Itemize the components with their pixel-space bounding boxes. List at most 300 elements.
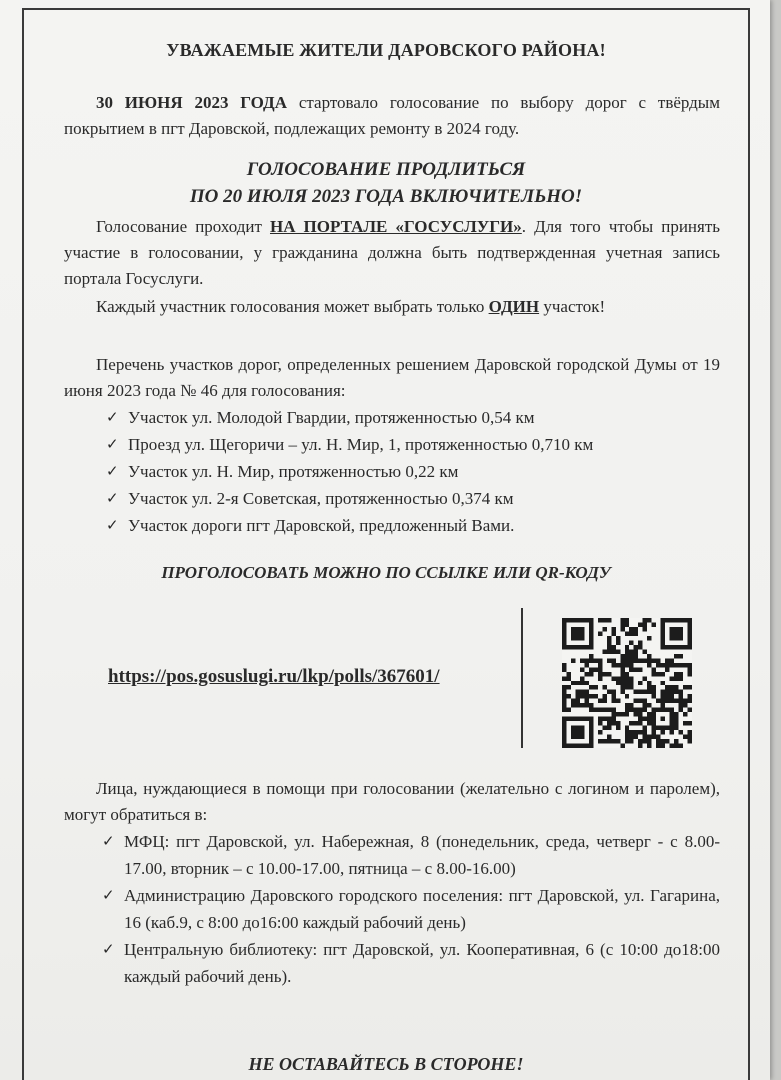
qr-module — [620, 744, 624, 748]
qr-module — [611, 676, 615, 680]
qr-module — [647, 739, 651, 743]
qr-module — [571, 730, 575, 734]
checkmark-icon: ✓ — [106, 516, 119, 534]
qr-module — [652, 672, 656, 676]
qr-module — [652, 658, 656, 662]
qr-module — [580, 703, 584, 707]
qr-module — [638, 739, 642, 743]
qr-module — [625, 694, 629, 698]
qr-module — [656, 735, 660, 739]
qr-module — [571, 627, 575, 631]
qr-module — [674, 744, 678, 748]
qr-module — [611, 717, 615, 721]
qr-module — [661, 699, 665, 703]
qr-module — [607, 717, 611, 721]
qr-module — [575, 618, 579, 622]
qr-module — [688, 636, 692, 640]
qr-module — [661, 726, 665, 730]
qr-module — [620, 663, 624, 667]
qr-module — [625, 622, 629, 626]
qr-module — [607, 708, 611, 712]
qr-module — [589, 726, 593, 730]
qr-module — [602, 708, 606, 712]
qr-module — [616, 636, 620, 640]
qr-module — [589, 694, 593, 698]
qr-module — [620, 690, 624, 694]
qr-module — [629, 654, 633, 658]
qr-module — [643, 717, 647, 721]
qr-module — [656, 699, 660, 703]
qr-module — [602, 739, 606, 743]
qr-module — [580, 658, 584, 662]
qr-module — [580, 636, 584, 640]
qr-module — [580, 627, 584, 631]
qr-module — [562, 645, 566, 649]
qr-module — [652, 721, 656, 725]
qr-module — [670, 712, 674, 716]
qr-module — [652, 726, 656, 730]
qr-module — [656, 744, 660, 748]
qr-module — [634, 631, 638, 635]
qr-module — [670, 685, 674, 689]
qr-module — [643, 699, 647, 703]
qr-module — [683, 735, 687, 739]
qr-module — [688, 663, 692, 667]
qr-module — [688, 685, 692, 689]
qr-module — [674, 721, 678, 725]
list-item: ✓ Участок ул. 2-я Советская, протяженностью 0,374 км — [106, 485, 720, 512]
qr-module — [566, 672, 570, 676]
qr-module — [679, 703, 683, 707]
qr-module — [571, 699, 575, 703]
qr-module — [629, 681, 633, 685]
qr-module — [665, 708, 669, 712]
qr-module — [598, 708, 602, 712]
qr-module — [625, 685, 629, 689]
list-item: ✓ Участок дороги пгт Даровской, предложенный Вами. — [106, 512, 720, 539]
qr-module — [643, 730, 647, 734]
qr-module — [589, 685, 593, 689]
portal-suffix: . Для того чтобы принять участие в голосовании, у гражданина должна быть подтвержденная учетная запись портала Госуслуги. — [64, 217, 721, 288]
qr-module — [665, 690, 669, 694]
qr-module — [611, 690, 615, 694]
qr-module — [562, 699, 566, 703]
qr-module — [674, 690, 678, 694]
qr-module — [638, 699, 642, 703]
qr-module — [679, 663, 683, 667]
qr-module — [638, 712, 642, 716]
qr-module — [580, 681, 584, 685]
extension-line-1: ГОЛОСОВАНИЕ ПРОДЛИТЬСЯ — [246, 159, 526, 180]
qr-module — [562, 717, 566, 721]
qr-module — [670, 717, 674, 721]
qr-module — [652, 667, 656, 671]
qr-module — [643, 735, 647, 739]
extension-line-2: ПО 20 ИЮЛЯ 2023 ГОДА ВКЛЮЧИТЕЛЬНО! — [189, 186, 583, 207]
qr-module — [656, 708, 660, 712]
qr-module — [629, 640, 633, 644]
qr-module — [665, 618, 669, 622]
qr-module — [688, 618, 692, 622]
qr-module — [580, 735, 584, 739]
qr-module — [670, 627, 674, 631]
qr-module — [616, 676, 620, 680]
qr-module — [688, 730, 692, 734]
qr-module — [670, 730, 674, 734]
qr-module — [683, 721, 687, 725]
qr-module — [629, 721, 633, 725]
qr-module — [683, 699, 687, 703]
qr-module — [688, 735, 692, 739]
qr-module — [629, 685, 633, 689]
qr-module — [629, 663, 633, 667]
qr-module — [679, 618, 683, 622]
qr-module — [607, 735, 611, 739]
qr-module — [607, 726, 611, 730]
vote-link-heading: ПРОГОЛОСОВАТЬ МОЖНО ПО ССЫЛКЕ ИЛИ QR-КОДУ — [161, 563, 611, 582]
qr-module — [661, 730, 665, 734]
qr-module — [629, 658, 633, 662]
qr-module — [625, 654, 629, 658]
qr-module — [589, 708, 593, 712]
qr-module — [607, 640, 611, 644]
qr-module — [562, 744, 566, 748]
footer-slogan: НЕ ОСТАВАЙТЕСЬ В СТОРОНЕ! — [248, 1054, 524, 1074]
checkmark-icon: ✓ — [102, 940, 115, 958]
qr-module — [652, 712, 656, 716]
roads-list-intro: Перечень участков дорог, определенных решением Даровской городской Думы от 19 июня 2023 года № 46 для голосования: — [64, 355, 720, 400]
qr-module — [670, 645, 674, 649]
qr-module — [571, 618, 575, 622]
qr-module — [580, 744, 584, 748]
qr-module — [670, 690, 674, 694]
qr-module — [571, 717, 575, 721]
qr-module — [562, 676, 566, 680]
qr-module — [589, 631, 593, 635]
qr-module — [634, 708, 638, 712]
qr-module — [625, 712, 629, 716]
qr-module — [620, 654, 624, 658]
qr-module — [634, 649, 638, 653]
qr-module — [652, 690, 656, 694]
qr-module — [562, 703, 566, 707]
qr-module — [625, 739, 629, 743]
qr-module — [616, 699, 620, 703]
qr-module — [652, 717, 656, 721]
qr-module — [661, 694, 665, 698]
qr-module — [611, 712, 615, 716]
qr-module — [638, 667, 642, 671]
qr-module — [674, 663, 678, 667]
qr-module — [589, 636, 593, 640]
qr-module — [670, 726, 674, 730]
qr-module — [611, 721, 615, 725]
qr-module — [688, 640, 692, 644]
qr-module — [625, 645, 629, 649]
qr-module — [679, 744, 683, 748]
qr-module — [629, 627, 633, 631]
qr-module — [647, 685, 651, 689]
qr-module — [611, 645, 615, 649]
qr-module — [575, 744, 579, 748]
qr-module — [580, 676, 584, 680]
list-item: ✓ Участок ул. Молодой Гвардии, протяженностью 0,54 км — [106, 404, 720, 431]
qr-module — [589, 640, 593, 644]
qr-module — [674, 712, 678, 716]
qr-module — [602, 685, 606, 689]
qr-module — [629, 708, 633, 712]
qr-module — [607, 618, 611, 622]
qr-module — [670, 708, 674, 712]
qr-module — [566, 717, 570, 721]
qr-module — [571, 681, 575, 685]
qr-module — [679, 627, 683, 631]
qr-module — [647, 735, 651, 739]
qr-module — [652, 730, 656, 734]
qr-module — [661, 636, 665, 640]
qr-module — [598, 663, 602, 667]
qr-code-icon[interactable] — [562, 618, 692, 748]
qr-module — [598, 717, 602, 721]
qr-module — [580, 690, 584, 694]
qr-module — [589, 739, 593, 743]
qr-module — [620, 622, 624, 626]
qr-module — [688, 721, 692, 725]
qr-module — [647, 654, 651, 658]
roads-list — [106, 404, 720, 539]
qr-module — [661, 739, 665, 743]
qr-module — [647, 690, 651, 694]
qr-module — [575, 627, 579, 631]
qr-module — [674, 676, 678, 680]
qr-module — [634, 712, 638, 716]
qr-module — [562, 739, 566, 743]
intro-paragraph — [64, 90, 720, 142]
qr-module — [575, 636, 579, 640]
qr-module — [674, 645, 678, 649]
qr-module — [638, 681, 642, 685]
qr-module — [688, 622, 692, 626]
qr-module — [674, 618, 678, 622]
qr-module — [665, 685, 669, 689]
qr-module — [602, 699, 606, 703]
qr-module — [652, 685, 656, 689]
qr-module — [571, 631, 575, 635]
qr-module — [589, 730, 593, 734]
qr-module — [562, 730, 566, 734]
qr-module — [593, 708, 597, 712]
qr-module — [661, 622, 665, 626]
qr-module — [625, 676, 629, 680]
qr-module — [674, 699, 678, 703]
qr-module — [688, 708, 692, 712]
qr-module — [625, 681, 629, 685]
qr-module — [571, 726, 575, 730]
rule-suffix: участок! — [543, 297, 606, 316]
list-item: ✓ Проезд ул. Щегоричи – ул. Н. Мир, 1, протяженностью 0,710 км — [106, 431, 720, 458]
qr-module — [593, 658, 597, 662]
qr-module — [589, 654, 593, 658]
qr-module — [584, 618, 588, 622]
qr-module — [625, 631, 629, 635]
qr-module — [661, 690, 665, 694]
list-item: ✓ Администрацию Даровского городского поселения: пгт Даровской, ул. Гагарина, 16 (каб.9, с 8:00 до16:00 каждый рабочий день) — [102, 882, 720, 936]
qr-module — [589, 667, 593, 671]
qr-module — [598, 721, 602, 725]
qr-module — [562, 663, 566, 667]
checkmark-icon: ✓ — [106, 435, 119, 453]
qr-module — [611, 699, 615, 703]
qr-module — [638, 690, 642, 694]
help-places-list — [102, 828, 720, 990]
qr-module — [589, 645, 593, 649]
qr-module — [683, 663, 687, 667]
qr-module — [602, 717, 606, 721]
qr-module — [566, 744, 570, 748]
qr-module — [674, 726, 678, 730]
qr-module — [638, 645, 642, 649]
qr-module — [584, 645, 588, 649]
qr-module — [593, 694, 597, 698]
qr-module — [652, 735, 656, 739]
qr-module — [575, 690, 579, 694]
qr-module — [665, 699, 669, 703]
qr-module — [602, 618, 606, 622]
qr-module — [629, 667, 633, 671]
qr-module — [607, 721, 611, 725]
qr-module — [629, 730, 633, 734]
qr-module — [656, 739, 660, 743]
qr-module — [598, 618, 602, 622]
checkmark-icon: ✓ — [106, 489, 119, 507]
qr-module — [688, 694, 692, 698]
qr-module — [638, 744, 642, 748]
qr-module — [562, 694, 566, 698]
qr-module — [571, 703, 575, 707]
qr-module — [661, 618, 665, 622]
qr-module — [634, 627, 638, 631]
qr-module — [652, 708, 656, 712]
qr-module — [589, 627, 593, 631]
qr-module — [598, 730, 602, 734]
qr-module — [647, 703, 651, 707]
qr-module — [665, 667, 669, 671]
qr-module — [643, 703, 647, 707]
qr-module — [593, 685, 597, 689]
qr-module — [647, 618, 651, 622]
qr-module — [670, 694, 674, 698]
qr-module — [656, 726, 660, 730]
list-item: ✓ МФЦ: пгт Даровской, ул. Набережная, 8 (понедельник, среда, четверг - с 8.00-17.00, вторник – с 10.00-17.00, пятница – с 8.00-16.00) — [102, 828, 720, 882]
qr-module — [611, 739, 615, 743]
qr-module — [562, 622, 566, 626]
qr-module — [602, 672, 606, 676]
qr-module — [571, 735, 575, 739]
qr-module — [575, 699, 579, 703]
qr-module — [566, 676, 570, 680]
qr-module — [607, 690, 611, 694]
qr-module — [562, 631, 566, 635]
qr-module — [580, 717, 584, 721]
qr-module — [679, 690, 683, 694]
poll-url-link[interactable]: https://pos.gosuslugi.ru/lkp/polls/367601/ — [108, 666, 440, 687]
qr-module — [688, 667, 692, 671]
qr-module — [562, 708, 566, 712]
list-item: ✓ Участок ул. Н. Мир, протяженностью 0,22 км — [106, 458, 720, 485]
qr-module — [611, 627, 615, 631]
qr-module — [562, 640, 566, 644]
qr-module — [688, 631, 692, 635]
qr-module — [611, 631, 615, 635]
qr-module — [661, 631, 665, 635]
qr-module — [679, 676, 683, 680]
qr-module — [638, 622, 642, 626]
qr-module — [629, 739, 633, 743]
qr-module — [602, 649, 606, 653]
qr-module — [638, 708, 642, 712]
extension-notice — [24, 156, 748, 210]
qr-module — [562, 627, 566, 631]
qr-module — [575, 717, 579, 721]
qr-module — [629, 631, 633, 635]
qr-module — [652, 622, 656, 626]
qr-module — [625, 708, 629, 712]
qr-module — [665, 663, 669, 667]
qr-module — [562, 735, 566, 739]
qr-module — [611, 663, 615, 667]
qr-module — [629, 703, 633, 707]
qr-module — [634, 730, 638, 734]
page-heading: УВАЖАЕМЫЕ ЖИТЕЛИ ДАРОВСКОГО РАЙОНА! — [166, 40, 606, 60]
qr-module — [647, 712, 651, 716]
portal-name: НА ПОРТАЛЕ «ГОСУСЛУГИ» — [269, 217, 522, 236]
qr-module — [566, 645, 570, 649]
qr-module — [647, 658, 651, 662]
qr-module — [638, 730, 642, 734]
qr-module — [575, 703, 579, 707]
qr-module — [670, 676, 674, 680]
qr-module — [661, 672, 665, 676]
qr-module — [638, 658, 642, 662]
help-intro: Лица, нуждающиеся в помощи при голосовании (желательно с логином и паролем), могут обратиться в: — [64, 779, 720, 824]
qr-module — [661, 645, 665, 649]
qr-module — [670, 721, 674, 725]
qr-module — [661, 703, 665, 707]
qr-module — [589, 721, 593, 725]
qr-module — [683, 618, 687, 622]
qr-module — [598, 658, 602, 662]
qr-module — [616, 640, 620, 644]
qr-module — [665, 645, 669, 649]
qr-module — [634, 699, 638, 703]
qr-module — [566, 708, 570, 712]
qr-module — [638, 717, 642, 721]
checkmark-icon: ✓ — [102, 832, 115, 850]
qr-module — [620, 712, 624, 716]
qr-module — [647, 663, 651, 667]
qr-module — [674, 739, 678, 743]
qr-module — [634, 735, 638, 739]
qr-module — [562, 721, 566, 725]
qr-module — [562, 618, 566, 622]
qr-module — [661, 627, 665, 631]
qr-module — [602, 726, 606, 730]
qr-module — [571, 658, 575, 662]
qr-module — [580, 726, 584, 730]
qr-module — [647, 717, 651, 721]
qr-module — [620, 676, 624, 680]
checkmark-icon: ✓ — [106, 462, 119, 480]
